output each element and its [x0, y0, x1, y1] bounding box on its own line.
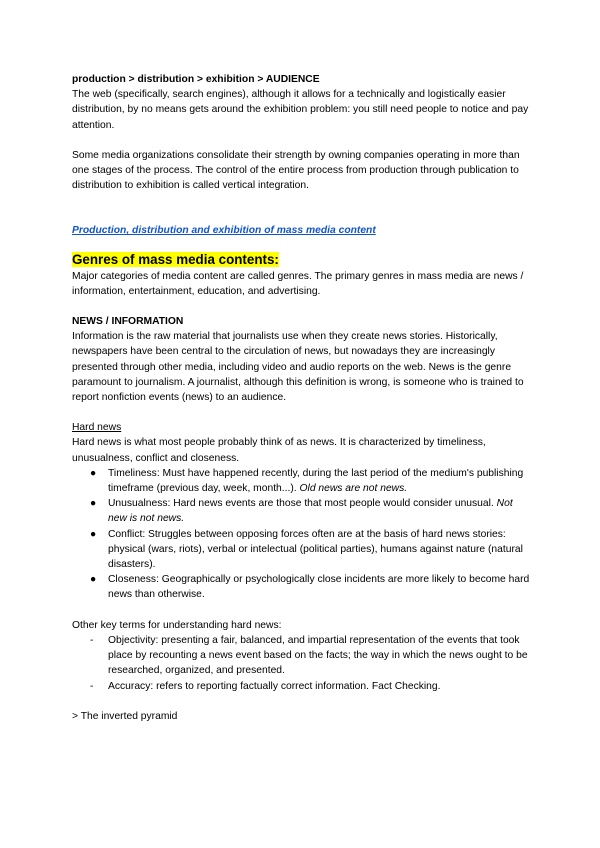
hard-news-heading: Hard news [72, 422, 122, 434]
spacer [72, 405, 532, 420]
vertical-integration-paragraph: Some media organizations consolidate their strength by owning companies operating in more than one stages of the process. The control of the entire process from production through publication to distribution to exhibition is called vertical integration. [72, 149, 520, 192]
genres-heading: Genres of mass media contents: [72, 251, 279, 267]
hard-news-intro: Hard news is what most people probably think of as news. It is characterized by timeliness, unusualness, conflict and closeness. [72, 437, 486, 464]
news-body: Information is the raw material that journalists use when they create news stories. Historically, newspapers have been central to the circulation of news, but nowadays they are increasingly presented through other media, including video and audio reports on the web. News is the genre paramount to journalism. A journalist, although this definition is wrong, is someone who is trained to report nonfiction events (news) to an audience. [72, 331, 524, 404]
spacer [72, 133, 532, 148]
list-item: - Objectivity: presenting a fair, balanced, and impartial representation of the events that took place by recounting a news event based on the facts; the way in which the news ought to be researched, organized, and presented. [90, 634, 528, 677]
dash-icon: - [90, 680, 94, 692]
spacer [72, 299, 532, 314]
dash-icon: - [90, 634, 94, 646]
list-item: ● Closeness: Geographically or psychologically close incidents are more likely to become hard news than otherwise. [90, 574, 530, 601]
key-terms-intro: Other key terms for understanding hard news: [72, 619, 282, 631]
bullet-icon: ● [90, 498, 97, 510]
list-item: ● Conflict: Struggles between opposing forces often are at the basis of hard news stories: physical (wars, riots), verbal or intelectual (political parties), humans against nature (natural disasters). [90, 528, 523, 571]
inverted-pyramid-line: > The inverted pyramid [72, 710, 178, 722]
web-paragraph: The web (specifically, search engines), although it allows for a technically and logistically easier distribution, by no means gets around the exhibition problem: you still need people to notice and pay attention. [72, 89, 529, 131]
genres-intro: Major categories of media content are called genres. The primary genres in mass media are news / information, entertainment, education, and advertising. [72, 270, 524, 297]
news-heading: NEWS / INFORMATION [72, 316, 184, 328]
spacer [72, 208, 532, 223]
document-page [72, 72, 532, 724]
process-heading: production > distribution > exhibition > AUDIENCE [72, 74, 320, 85]
key-terms-list [72, 633, 532, 694]
bullet-icon: ● [90, 528, 97, 540]
production-link[interactable]: Production, distribution and exhibition of mass media content [72, 225, 376, 237]
list-item: ● Timeliness: Must have happened recently, during the last period of the medium's publishing timeframe (previous day, week, month...). Old news are not news. [90, 467, 524, 495]
spacer [72, 239, 532, 247]
spacer [72, 603, 532, 618]
list-item: ● Unusualness: Hard news events are those that most people would consider unusual. Not new is not news. [90, 498, 513, 525]
spacer [72, 694, 532, 709]
bullet-icon: ● [90, 467, 97, 479]
spacer [72, 193, 532, 208]
hard-news-list [72, 466, 532, 603]
bullet-icon: ● [90, 574, 97, 586]
list-item: - Accuracy: refers to reporting factually correct information. Fact Checking. [108, 679, 532, 694]
